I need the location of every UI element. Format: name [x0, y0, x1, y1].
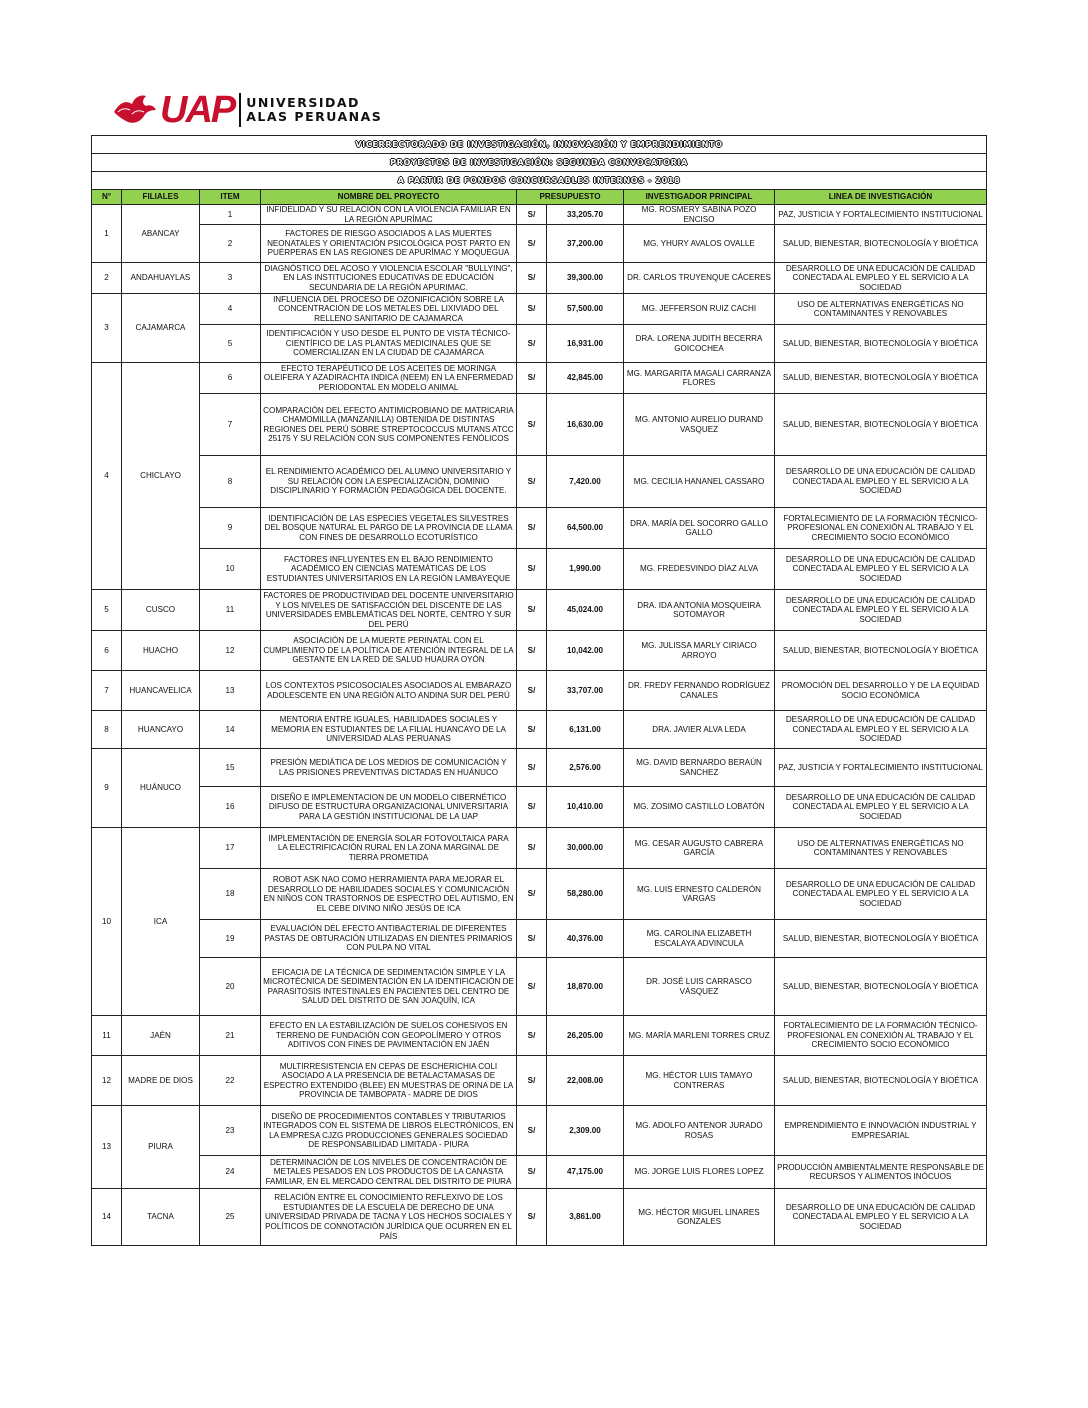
- table-row: [92, 394, 987, 456]
- header-num: N°: [92, 190, 122, 205]
- currency-symbol: S/: [517, 1106, 547, 1156]
- currency-symbol: S/: [517, 869, 547, 920]
- table-row: [92, 590, 987, 631]
- principal-investigator: MG. MARÍA MARLENI TORRES CRUZ: [624, 1016, 775, 1056]
- item-number: 14: [200, 711, 261, 749]
- title-row-3: [92, 172, 987, 190]
- project-name: IDENTIFICACIÓN DE LAS ESPECIES VEGETALES SILVESTRES DEL BOSQUE NATURAL EL PARGO DE LA PROVINCIA DE LLAMA CON FINES DE DESARROLLO ECOTURÍSTICO: [261, 508, 517, 549]
- table-row: [92, 363, 987, 394]
- principal-investigator: MG. FREDESVINDO DÍAZ ALVA: [624, 549, 775, 590]
- filial-name: ANDAHUAYLAS: [122, 263, 200, 294]
- project-name: EFECTO TERAPÉUTICO DE LOS ACEITES DE MORINGA OLEIFERA Y AZADIRACHTA INDICA (NEEM) EN LA ENFERMEDAD PERIODONTAL EN MODELO ANIMAL: [261, 363, 517, 394]
- budget-amount: 2,309.00: [547, 1106, 624, 1156]
- budget-amount: 6,131.00: [547, 711, 624, 749]
- project-name: FACTORES DE RIESGO ASOCIADOS A LAS MUERTES NEONATALES Y ORIENTACIÓN PSICOLÓGICA POST PARTO EN PUÉRPERAS EN LAS REGIONES DE APURÍMAC Y MOQUEGUA: [261, 225, 517, 263]
- project-name: EFICACIA DE LA TÉCNICA DE SEDIMENTACIÓN SIMPLE Y LA MICROTÉCNICA DE SEDIMENTACIÓN EN LA IDENTIFICACIÓN DE PARASITOSIS INTESTINALES EN PACIENTES DEL CENTRO DE SALUD DEL DISTRITO DE SAN JOAQUÍN, ICA: [261, 958, 517, 1016]
- principal-investigator: MG. ADOLFO ANTENOR JURADO ROSAS: [624, 1106, 775, 1156]
- principal-investigator: MG. JORGE LUIS FLORES LOPEZ: [624, 1156, 775, 1189]
- project-name: DIAGNÓSTICO DEL ACOSO Y VIOLENCIA ESCOLAR "BULLYING", EN LAS INSTITUCIONES EDUCATIVAS DE EDUCACIÓN SECUNDARIA DE LA REGIÓN APURIMAC.: [261, 263, 517, 294]
- header-filial: FILIALES: [122, 190, 200, 205]
- item-number: 7: [200, 394, 261, 456]
- project-name: EVALUACIÓN DEL EFECTO ANTIBACTERIAL DE DIFERENTES PASTAS DE OBTURACIÓN UTILIZADAS EN DIENTES PRIMARIOS CON PULPA NO VITAL: [261, 920, 517, 958]
- currency-symbol: S/: [517, 294, 547, 325]
- item-number: 12: [200, 631, 261, 671]
- project-name: LOS CONTEXTOS PSICOSOCIALES ASOCIADOS AL EMBARAZO ADOLESCENTE EN UNA REGIÓN ALTO ANDINA SUR DEL PERÚ: [261, 671, 517, 711]
- budget-amount: 10,042.00: [547, 631, 624, 671]
- principal-investigator: DR. CARLOS TRUYENQUE CÁCERES: [624, 263, 775, 294]
- budget-amount: 16,630.00: [547, 394, 624, 456]
- project-name: FACTORES INFLUYENTES EN EL BAJO RENDIMIENTO ACADÉMICO EN CIENCIAS MATEMÁTICAS DE LOS ESTUDIANTES UNIVERSITARIOS EN LA REGIÓN LAMBAYEQUE: [261, 549, 517, 590]
- header-nombre: NOMBRE DEL PROYECTO: [261, 190, 517, 205]
- group-number: 4: [92, 363, 122, 590]
- project-name: FACTORES DE PRODUCTIVIDAD DEL DOCENTE UNIVERSITARIO Y LOS NIVELES DE SATISFACCIÓN DEL DISCENTE DE LAS UNIVERSIDADES EMBLEMÁTICAS DEL NORTE, CENTRO Y SUR DEL PERÚ: [261, 590, 517, 631]
- filial-name: CHICLAYO: [122, 363, 200, 590]
- research-line: EMPRENDIMIENTO E INNOVACIÓN INDUSTRIAL Y EMPRESARIAL: [775, 1106, 987, 1156]
- table-row: [92, 325, 987, 363]
- filial-name: CAJAMARCA: [122, 294, 200, 363]
- principal-investigator: DRA. JAVIER ALVA LEDA: [624, 711, 775, 749]
- item-number: 25: [200, 1189, 261, 1246]
- group-number: 8: [92, 711, 122, 749]
- budget-amount: 26,205.00: [547, 1016, 624, 1056]
- group-number: 9: [92, 749, 122, 828]
- filial-name: ABANCAY: [122, 205, 200, 263]
- filial-name: ICA: [122, 828, 200, 1016]
- project-name: MULTIRRESISTENCIA EN CEPAS DE ESCHERICHIA COLI ASOCIADO A LA PRESENCIA DE BETALACTAMASAS DE ESPECTRO EXTENDIDO (BLEE) EN MUESTRAS DE ORINA DE LA PROVINCIA DE TAMBOPATA - MADRE DE DIOS: [261, 1056, 517, 1106]
- research-line: SALUD, BIENESTAR, BIOTECNOLOGÍA Y BIOÉTICA: [775, 363, 987, 394]
- budget-amount: 37,200.00: [547, 225, 624, 263]
- research-line: DESARROLLO DE UNA EDUCACIÓN DE CALIDAD CONECTADA AL EMPLEO Y EL SERVICIO A LA SOCIEDAD: [775, 787, 987, 828]
- currency-symbol: S/: [517, 631, 547, 671]
- item-number: 19: [200, 920, 261, 958]
- item-number: 15: [200, 749, 261, 787]
- project-name: ASOCIACIÓN DE LA MUERTE PERINATAL CON EL CUMPLIMIENTO DE LA POLÍTICA DE ATENCIÓN INTEGRAL DE LA GESTANTE EN LA RED DE SALUD HUAURA OYÓN: [261, 631, 517, 671]
- item-number: 3: [200, 263, 261, 294]
- principal-investigator: DRA. IDA ANTONIA MOSQUEIRA SOTOMAYOR: [624, 590, 775, 631]
- currency-symbol: S/: [517, 363, 547, 394]
- table-row: [92, 294, 987, 325]
- principal-investigator: MG. MARGARITA MAGALI CARRANZA FLORES: [624, 363, 775, 394]
- budget-amount: 58,280.00: [547, 869, 624, 920]
- research-line: DESARROLLO DE UNA EDUCACIÓN DE CALIDAD CONECTADA AL EMPLEO Y EL SERVICIO A LA SOCIEDAD: [775, 711, 987, 749]
- research-line: FORTALECIMIENTO DE LA FORMACIÓN TÉCNICO-PROFESIONAL EN CONEXIÓN AL TRABAJO Y EL CRECIMIENTO SOCIO ECONÓMICO: [775, 508, 987, 549]
- item-number: 4: [200, 294, 261, 325]
- currency-symbol: S/: [517, 749, 547, 787]
- project-name: ROBOT ASK NAO COMO HERRAMIENTA PARA MEJORAR EL DESARROLLO DE HABILIDADES SOCIALES Y COMUNICACIÓN EN NIÑOS CON TRASTORNOS DE ESPECTRO DEL AUTISMO, EN EL CEBE DIVINO NIÑO JESÚS DE ICA: [261, 869, 517, 920]
- principal-investigator: MG. HÉCTOR LUIS TAMAYO CONTRERAS: [624, 1056, 775, 1106]
- budget-amount: 2,576.00: [547, 749, 624, 787]
- table-row: [92, 920, 987, 958]
- item-number: 21: [200, 1016, 261, 1056]
- header-linea: LINEA DE INVESTIGACIÓN: [775, 190, 987, 205]
- item-number: 16: [200, 787, 261, 828]
- principal-investigator: MG. LUIS ERNESTO CALDERÓN VARGAS: [624, 869, 775, 920]
- table-row: [92, 631, 987, 671]
- item-number: 9: [200, 508, 261, 549]
- project-name: DISEÑO DE PROCEDIMIENTOS CONTABLES Y TRIBUTARIOS INTEGRADOS CON EL SISTEMA DE LIBROS ELECTRÓNICOS, EN LA EMPRESA CJZG PRODUCCIONES GENERALES SOCIEDAD DE RESPONSABILIDAD LIMITADA - PIURA: [261, 1106, 517, 1156]
- project-name: EL RENDIMIENTO ACADÉMICO DEL ALUMNO UNIVERSITARIO Y SU RELACIÓN CON LA ESPECIALIZACIÓN, DOMINIO DISCIPLINARIO Y FORMACIÓN PEDAGÓGICA DEL DOCENTE.: [261, 456, 517, 508]
- table-row: [92, 549, 987, 590]
- currency-symbol: S/: [517, 920, 547, 958]
- title-row-1: [92, 136, 987, 154]
- currency-symbol: S/: [517, 456, 547, 508]
- group-number: 7: [92, 671, 122, 711]
- table-row: [92, 1156, 987, 1189]
- currency-symbol: S/: [517, 590, 547, 631]
- currency-symbol: S/: [517, 958, 547, 1016]
- budget-amount: 42,845.00: [547, 363, 624, 394]
- budget-amount: 18,870.00: [547, 958, 624, 1016]
- currency-symbol: S/: [517, 263, 547, 294]
- budget-amount: 47,175.00: [547, 1156, 624, 1189]
- research-line: DESARROLLO DE UNA EDUCACIÓN DE CALIDAD CONECTADA AL EMPLEO Y EL SERVICIO A LA SOCIEDAD: [775, 549, 987, 590]
- table-row: [92, 749, 987, 787]
- currency-symbol: S/: [517, 1189, 547, 1246]
- item-number: 5: [200, 325, 261, 363]
- project-name: RELACIÓN ENTRE EL CONOCIMIENTO REFLEXIVO DE LOS ESTUDIANTES DE LA ESCUELA DE DERECHO DE UNA UNIVERSIDAD PRIVADA DE TACNA Y LOS HECHOS SOCIALES Y POLÍTICOS DE CONNOTACIÓN JURÍDICA QUE OCURREN EN EL PAÍS: [261, 1189, 517, 1246]
- currency-symbol: S/: [517, 1016, 547, 1056]
- budget-amount: 16,931.00: [547, 325, 624, 363]
- logo-brand: UAP: [160, 89, 235, 131]
- filial-name: HUANCAVELICA: [122, 671, 200, 711]
- principal-investigator: DR. FREDY FERNANDO RODRÍGUEZ CANALES: [624, 671, 775, 711]
- filial-name: CUSCO: [122, 590, 200, 631]
- principal-investigator: MG. JULISSA MARLY CIRIACO ARROYO: [624, 631, 775, 671]
- item-number: 6: [200, 363, 261, 394]
- filial-name: HUÁNUCO: [122, 749, 200, 828]
- group-number: 12: [92, 1056, 122, 1106]
- project-name: PRESIÓN MEDIÁTICA DE LOS MEDIOS DE COMUNICACIÓN Y LAS PRISIONES PREVENTIVAS DICTADAS EN HUÁNUCO: [261, 749, 517, 787]
- item-number: 1: [200, 205, 261, 225]
- table-title-3: A PARTIR DE FONDOS CONCURSABLES INTERNOS - 2018: [92, 172, 987, 190]
- principal-investigator: MG. CECILIA HANANEL CASSARO: [624, 456, 775, 508]
- table-row: [92, 456, 987, 508]
- project-name: COMPARACIÓN DEL EFECTO ANTIMICROBIANO DE MATRICARIA CHAMOMILLA (MANZANILLA) OBTENIDA DE DISTINTAS REGIONES DEL PERÚ SOBRE STREPTOCOCCUS MUTANS ATCC 25175 Y SU RELACIÓN CON SUS COMPONENTES FENÓLICOS: [261, 394, 517, 456]
- budget-amount: 64,500.00: [547, 508, 624, 549]
- logo-line-2: ALAS PERUANAS: [246, 109, 383, 124]
- title-row-2: [92, 154, 987, 172]
- logo-text: [246, 96, 382, 124]
- table-row: [92, 787, 987, 828]
- research-line: DESARROLLO DE UNA EDUCACIÓN DE CALIDAD CONECTADA AL EMPLEO Y EL SERVICIO A LA SOCIEDAD: [775, 590, 987, 631]
- logo-separator: [239, 93, 241, 127]
- budget-amount: 33,205.70: [547, 205, 624, 225]
- currency-symbol: S/: [517, 205, 547, 225]
- principal-investigator: MG. ROSMERY SABINA POZO ENCISO: [624, 205, 775, 225]
- item-number: 10: [200, 549, 261, 590]
- research-line: SALUD, BIENESTAR, BIOTECNOLOGÍA Y BIOÉTICA: [775, 958, 987, 1016]
- group-number: 6: [92, 631, 122, 671]
- project-name: EFECTO EN LA ESTABILIZACIÓN DE SUELOS COHESIVOS EN TERRENO DE FUNDACIÓN CON GEOPOLÍMERO Y OTROS ADITIVOS CON FINES DE PAVIMENTACIÓN EN JAÉN: [261, 1016, 517, 1056]
- filial-name: TACNA: [122, 1189, 200, 1246]
- research-line: PRODUCCIÓN AMBIENTALMENTE RESPONSABLE DE RECURSOS Y ALIMENTOS INÓCUOS: [775, 1156, 987, 1189]
- budget-amount: 33,707.00: [547, 671, 624, 711]
- research-line: USO DE ALTERNATIVAS ENERGÉTICAS NO CONTAMINANTES Y RENOVABLES: [775, 828, 987, 869]
- header-item: ITEM: [200, 190, 261, 205]
- research-line: SALUD, BIENESTAR, BIOTECNOLOGÍA Y BIOÉTICA: [775, 325, 987, 363]
- budget-amount: 1,990.00: [547, 549, 624, 590]
- group-number: 14: [92, 1189, 122, 1246]
- budget-amount: 22,008.00: [547, 1056, 624, 1106]
- header-row: [92, 190, 987, 205]
- table-row: [92, 1016, 987, 1056]
- project-name: DETERMINACIÓN DE LOS NIVELES DE CONCENTRACIÓN DE METALES PESADOS EN LOS PRODUCTOS DE LA CANASTA FAMILIAR, EN EL MERCADO CENTRAL DEL DISTRITO DE PIURA: [261, 1156, 517, 1189]
- group-number: 13: [92, 1106, 122, 1189]
- budget-amount: 39,300.00: [547, 263, 624, 294]
- header-investigador: INVESTIGADOR PRINCIPAL: [624, 190, 775, 205]
- item-number: 8: [200, 456, 261, 508]
- filial-name: JAÉN: [122, 1016, 200, 1056]
- item-number: 2: [200, 225, 261, 263]
- budget-amount: 10,410.00: [547, 787, 624, 828]
- filial-name: MADRE DE DIOS: [122, 1056, 200, 1106]
- project-name: IDENTIFICACIÓN Y USO DESDE EL PUNTO DE VISTA TÉCNICO-CIENTÍFICO DE LAS PLANTAS MEDICINALES QUE SE COMERCIALIZAN EN LA CIUDAD DE CAJAMARCA: [261, 325, 517, 363]
- table-title-2: PROYECTOS DE INVESTIGACIÓN: SEGUNDA CONVOCATORIA: [92, 154, 987, 172]
- research-line: SALUD, BIENESTAR, BIOTECNOLOGÍA Y BIOÉTICA: [775, 920, 987, 958]
- project-name: INFLUENCIA DEL PROCESO DE OZONIFICACIÓN SOBRE LA CONCENTRACIÓN DE LOS METALES DEL LIXIVIADO DEL RELLENO SANITARIO DE CAJAMARCA: [261, 294, 517, 325]
- table-row: [92, 869, 987, 920]
- currency-symbol: S/: [517, 787, 547, 828]
- currency-symbol: S/: [517, 508, 547, 549]
- table-row: [92, 263, 987, 294]
- budget-amount: 3,861.00: [547, 1189, 624, 1246]
- project-name: INFIDELIDAD Y SU RELACIÓN CON LA VIOLENCIA FAMILIAR EN LA REGIÓN APURÍMAC: [261, 205, 517, 225]
- research-line: DESARROLLO DE UNA EDUCACIÓN DE CALIDAD CONECTADA AL EMPLEO Y EL SERVICIO A LA SOCIEDAD: [775, 1189, 987, 1246]
- item-number: 22: [200, 1056, 261, 1106]
- table-row: [92, 1056, 987, 1106]
- budget-amount: 45,024.00: [547, 590, 624, 631]
- filial-name: PIURA: [122, 1106, 200, 1189]
- research-line: PAZ, JUSTICIA Y FORTALECIMIENTO INSTITUCIONAL: [775, 205, 987, 225]
- filial-name: HUACHO: [122, 631, 200, 671]
- budget-amount: 7,420.00: [547, 456, 624, 508]
- research-line: SALUD, BIENESTAR, BIOTECNOLOGÍA Y BIOÉTICA: [775, 631, 987, 671]
- condor-logo-icon: [112, 92, 158, 128]
- table-row: [92, 958, 987, 1016]
- projects-table: [91, 135, 987, 1246]
- table-row: [92, 1189, 987, 1246]
- item-number: 11: [200, 590, 261, 631]
- item-number: 18: [200, 869, 261, 920]
- uap-logo: [112, 88, 382, 132]
- research-line: USO DE ALTERNATIVAS ENERGÉTICAS NO CONTAMINANTES Y RENOVABLES: [775, 294, 987, 325]
- logo-line-1: UNIVERSIDAD: [246, 95, 360, 110]
- filial-name: HUANCAYO: [122, 711, 200, 749]
- research-line: PAZ, JUSTICIA Y FORTALECIMIENTO INSTITUCIONAL: [775, 749, 987, 787]
- table-row: [92, 671, 987, 711]
- header-presupuesto: PRESUPUESTO: [517, 190, 624, 205]
- principal-investigator: MG. ANTONIO AURELIO DURAND VASQUEZ: [624, 394, 775, 456]
- project-name: DISEÑO E IMPLEMENTACION DE UN MODELO CIBERNÉTICO DIFUSO DE ESTRUCTURA ORGANIZACIONAL UNIVERSITARIA PARA LA GESTIÓN INSTITUCIONAL DE LA UAP: [261, 787, 517, 828]
- currency-symbol: S/: [517, 711, 547, 749]
- principal-investigator: MG. ZOSIMO CASTILLO LOBATÓN: [624, 787, 775, 828]
- principal-investigator: DR. JOSÉ LUIS CARRASCO VÁSQUEZ: [624, 958, 775, 1016]
- currency-symbol: S/: [517, 828, 547, 869]
- group-number: 3: [92, 294, 122, 363]
- currency-symbol: S/: [517, 325, 547, 363]
- table-row: [92, 711, 987, 749]
- group-number: 1: [92, 205, 122, 263]
- principal-investigator: DRA. MARÍA DEL SOCORRO GALLO GALLO: [624, 508, 775, 549]
- table-row: [92, 828, 987, 869]
- currency-symbol: S/: [517, 549, 547, 590]
- principal-investigator: MG. YHURY AVALOS OVALLE: [624, 225, 775, 263]
- budget-amount: 57,500.00: [547, 294, 624, 325]
- principal-investigator: DRA. LORENA JUDITH BECERRA GOICOCHEA: [624, 325, 775, 363]
- principal-investigator: MG. HÉCTOR MIGUEL LINARES GONZALES: [624, 1189, 775, 1246]
- principal-investigator: MG. DAVID BERNARDO BERAÚN SANCHEZ: [624, 749, 775, 787]
- research-line: DESARROLLO DE UNA EDUCACIÓN DE CALIDAD CONECTADA AL EMPLEO Y EL SERVICIO A LA SOCIEDAD: [775, 869, 987, 920]
- principal-investigator: MG. CESAR AUGUSTO CABRERA GARCÍA: [624, 828, 775, 869]
- item-number: 24: [200, 1156, 261, 1189]
- research-line: SALUD, BIENESTAR, BIOTECNOLOGÍA Y BIOÉTICA: [775, 1056, 987, 1106]
- budget-amount: 40,376.00: [547, 920, 624, 958]
- research-line: DESARROLLO DE UNA EDUCACIÓN DE CALIDAD CONECTADA AL EMPLEO Y EL SERVICIO A LA SOCIEDAD: [775, 263, 987, 294]
- table-row: [92, 1106, 987, 1156]
- principal-investigator: MG. CAROLINA ELIZABETH ESCALAYA ADVINCULA: [624, 920, 775, 958]
- item-number: 20: [200, 958, 261, 1016]
- group-number: 10: [92, 828, 122, 1016]
- currency-symbol: S/: [517, 225, 547, 263]
- group-number: 11: [92, 1016, 122, 1056]
- project-name: IMPLEMENTACIÓN DE ENERGÍA SOLAR FOTOVOLTAICA PARA LA ELECTRIFICACIÓN RURAL EN LA ZONA MARGINAL DE TIERRA PROMETIDA: [261, 828, 517, 869]
- group-number: 5: [92, 590, 122, 631]
- research-line: SALUD, BIENESTAR, BIOTECNOLOGÍA Y BIOÉTICA: [775, 225, 987, 263]
- currency-symbol: S/: [517, 1156, 547, 1189]
- item-number: 13: [200, 671, 261, 711]
- table-row: [92, 225, 987, 263]
- currency-symbol: S/: [517, 1056, 547, 1106]
- principal-investigator: MG. JEFFERSON RUIZ CACHI: [624, 294, 775, 325]
- research-line: PROMOCIÓN DEL DESARROLLO Y DE LA EQUIDAD SOCIO ECONÓMICA: [775, 671, 987, 711]
- table-row: [92, 508, 987, 549]
- group-number: 2: [92, 263, 122, 294]
- currency-symbol: S/: [517, 394, 547, 456]
- item-number: 23: [200, 1106, 261, 1156]
- currency-symbol: S/: [517, 671, 547, 711]
- table-title-1: VICERRECTORADO DE INVESTIGACIÓN, INNOVACIÓN Y EMPRENDIMIENTO: [92, 136, 987, 154]
- table-row: [92, 205, 987, 225]
- research-line: FORTALECIMIENTO DE LA FORMACIÓN TÉCNICO-PROFESIONAL EN CONEXIÓN AL TRABAJO Y EL CRECIMIENTO SOCIO ECONÓMICO: [775, 1016, 987, 1056]
- research-line: SALUD, BIENESTAR, BIOTECNOLOGÍA Y BIOÉTICA: [775, 394, 987, 456]
- project-name: MENTORIA ENTRE IGUALES, HABILIDADES SOCIALES Y MEMORIA EN ESTUDIANTES DE LA FILIAL HUANCAYO DE LA UNIVERSIDAD ALAS PERUANAS: [261, 711, 517, 749]
- budget-amount: 30,000.00: [547, 828, 624, 869]
- item-number: 17: [200, 828, 261, 869]
- research-line: DESARROLLO DE UNA EDUCACIÓN DE CALIDAD CONECTADA AL EMPLEO Y EL SERVICIO A LA SOCIEDAD: [775, 456, 987, 508]
